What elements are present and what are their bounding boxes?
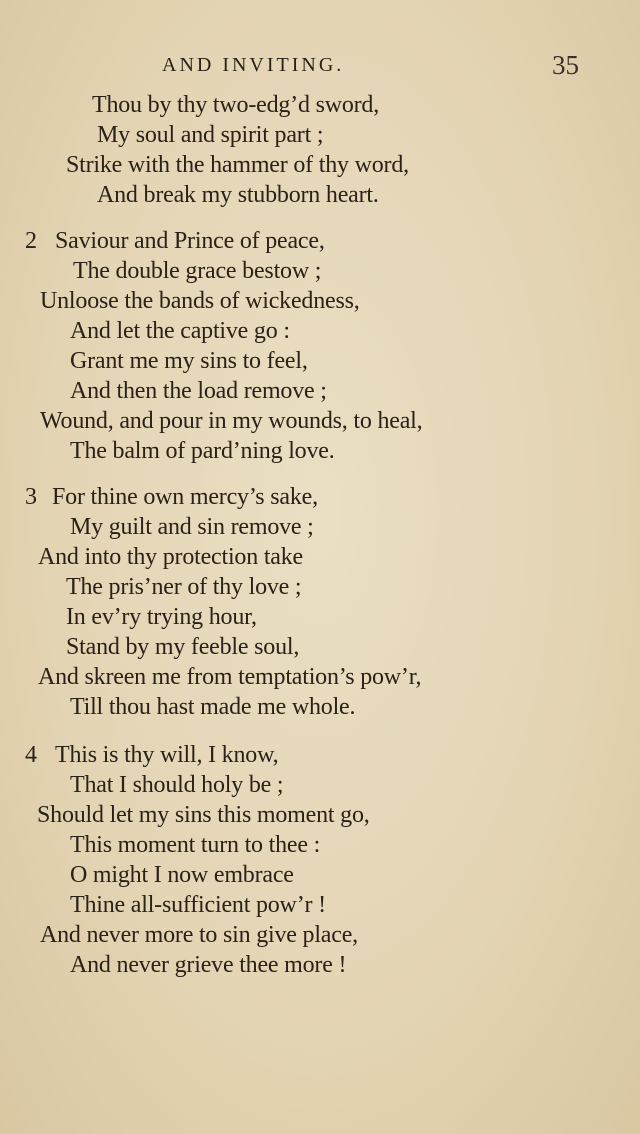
running-title: AND INVITING.	[162, 54, 345, 76]
verse-line: This moment turn to thee :	[70, 832, 321, 858]
verse-line: And break my stubborn heart.	[97, 182, 379, 208]
verse-line: The balm of pard’ning love.	[70, 438, 335, 464]
verse-line: Should let my sins this moment go,	[37, 802, 370, 828]
stanza-number: 4	[25, 742, 37, 768]
verse-line: And let the captive go :	[70, 318, 290, 344]
verse-line: And never grieve thee more !	[70, 952, 347, 978]
verse-line: O might I now embrace	[70, 862, 294, 888]
verse-line: Thine all-sufficient pow’r !	[70, 892, 326, 918]
verse-line: And into thy protection take	[38, 544, 304, 570]
verse-line: Wound, and pour in my wounds, to heal,	[40, 408, 423, 434]
page-number: 35	[552, 50, 579, 80]
stanza-number: 3	[25, 484, 37, 510]
verse-line: My soul and spirit part ;	[97, 122, 324, 148]
verse-line: The pris’ner of thy love ;	[66, 574, 302, 600]
verse-line: In ev’ry trying hour,	[66, 604, 257, 630]
verse-line: That I should holy be ;	[70, 772, 284, 798]
verse-line: Stand by my feeble soul,	[66, 634, 300, 660]
stanza-number: 2	[25, 228, 37, 254]
verse-line: Saviour and Prince of peace,	[55, 228, 325, 254]
verse-line: For thine own mercy’s sake,	[52, 484, 318, 510]
verse-line: My guilt and sin remove ;	[70, 514, 314, 540]
verse-line: This is thy will, I know,	[55, 742, 279, 768]
verse-line: And never more to sin give place,	[40, 922, 358, 948]
verse-line: Till thou hast made me whole.	[70, 694, 356, 720]
verse-line: Thou by thy two-edg’d sword,	[92, 92, 380, 118]
verse-line: Grant me my sins to feel,	[70, 348, 308, 374]
verse-line: And then the load remove ;	[70, 378, 327, 404]
verse-line: Strike with the hammer of thy word,	[66, 152, 409, 178]
verse-line: Unloose the bands of wickedness,	[40, 288, 360, 314]
verse-line: And skreen me from temptation’s pow’r,	[38, 664, 422, 690]
verse-line: The double grace bestow ;	[73, 258, 322, 284]
